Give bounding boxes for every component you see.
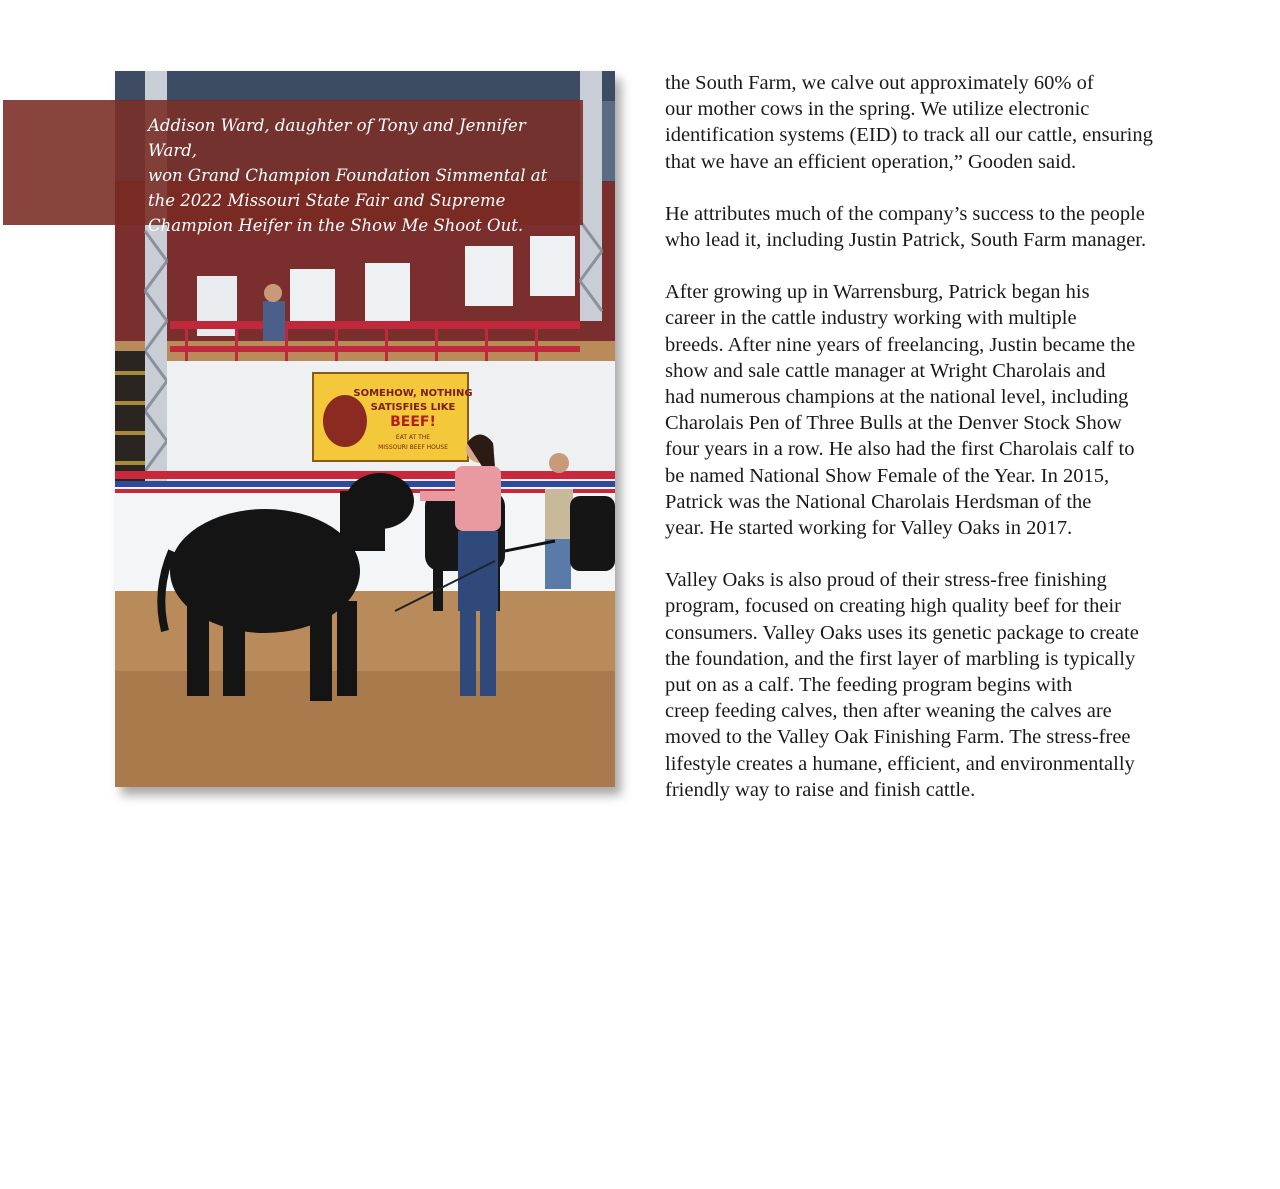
article-paragraph-2: He attributes much of the company’s success to the people who lead it, including Justin Patrick, South Farm manager. (665, 202, 1147, 252)
article-paragraph-1: the South Farm, we calve out approximately 60% of our mother cows in the spring. We utilize electronic identification systems (EID) to track all our cattle, ensuring that we have an efficient operation,” Gooden said. (665, 72, 1153, 173)
photo-caption: Addison Ward, daughter of Tony and Jennifer Ward, won Grand Champion Foundation Simmental at the 2022 Missouri State Fair and Supreme Champion Heifer in the Show Me Shoot Out. (148, 116, 548, 235)
sign-line-2: SATISFIES LIKE (370, 402, 456, 413)
article-body (665, 70, 1185, 829)
article-paragraph-4: Valley Oaks is also proud of their stress-free finishing program, focused on creating high quality beef for their consumers. Valley Oaks uses its genetic package to create the foundation, and the first layer of marbling is typically put on as a calf. The feeding program begins with creep feeding calves, then after weaning the calves are moved to the Valley Oak Finishing Farm. The stress-free lifestyle creates a humane, efficient, and environmentally friendly way to raise and finish cattle. (665, 569, 1139, 801)
sign-line-4: EAT AT THE (395, 434, 431, 441)
sign-line-5: MISSOURI BEEF HOUSE (378, 444, 448, 451)
article-paragraph-3: After growing up in Warrensburg, Patrick began his career in the cattle industry working with multiple breeds. After nine years of freelancing, Justin became the show and sale cattle manager at Wright Charolais and had numerous champions at the national level, including Charolais Pen of Three Bulls at the Denver Stock Show four years in a row. He also had the first Charolais calf to be named National Show Female of the Year. In 2015, Patrick was the National Charolais Herdsman of the year. He started working for Valley Oaks in 2017. (665, 281, 1136, 540)
sign-line-1: SOMEHOW, NOTHING (353, 388, 473, 399)
sign-line-3: BEEF! (390, 414, 436, 430)
